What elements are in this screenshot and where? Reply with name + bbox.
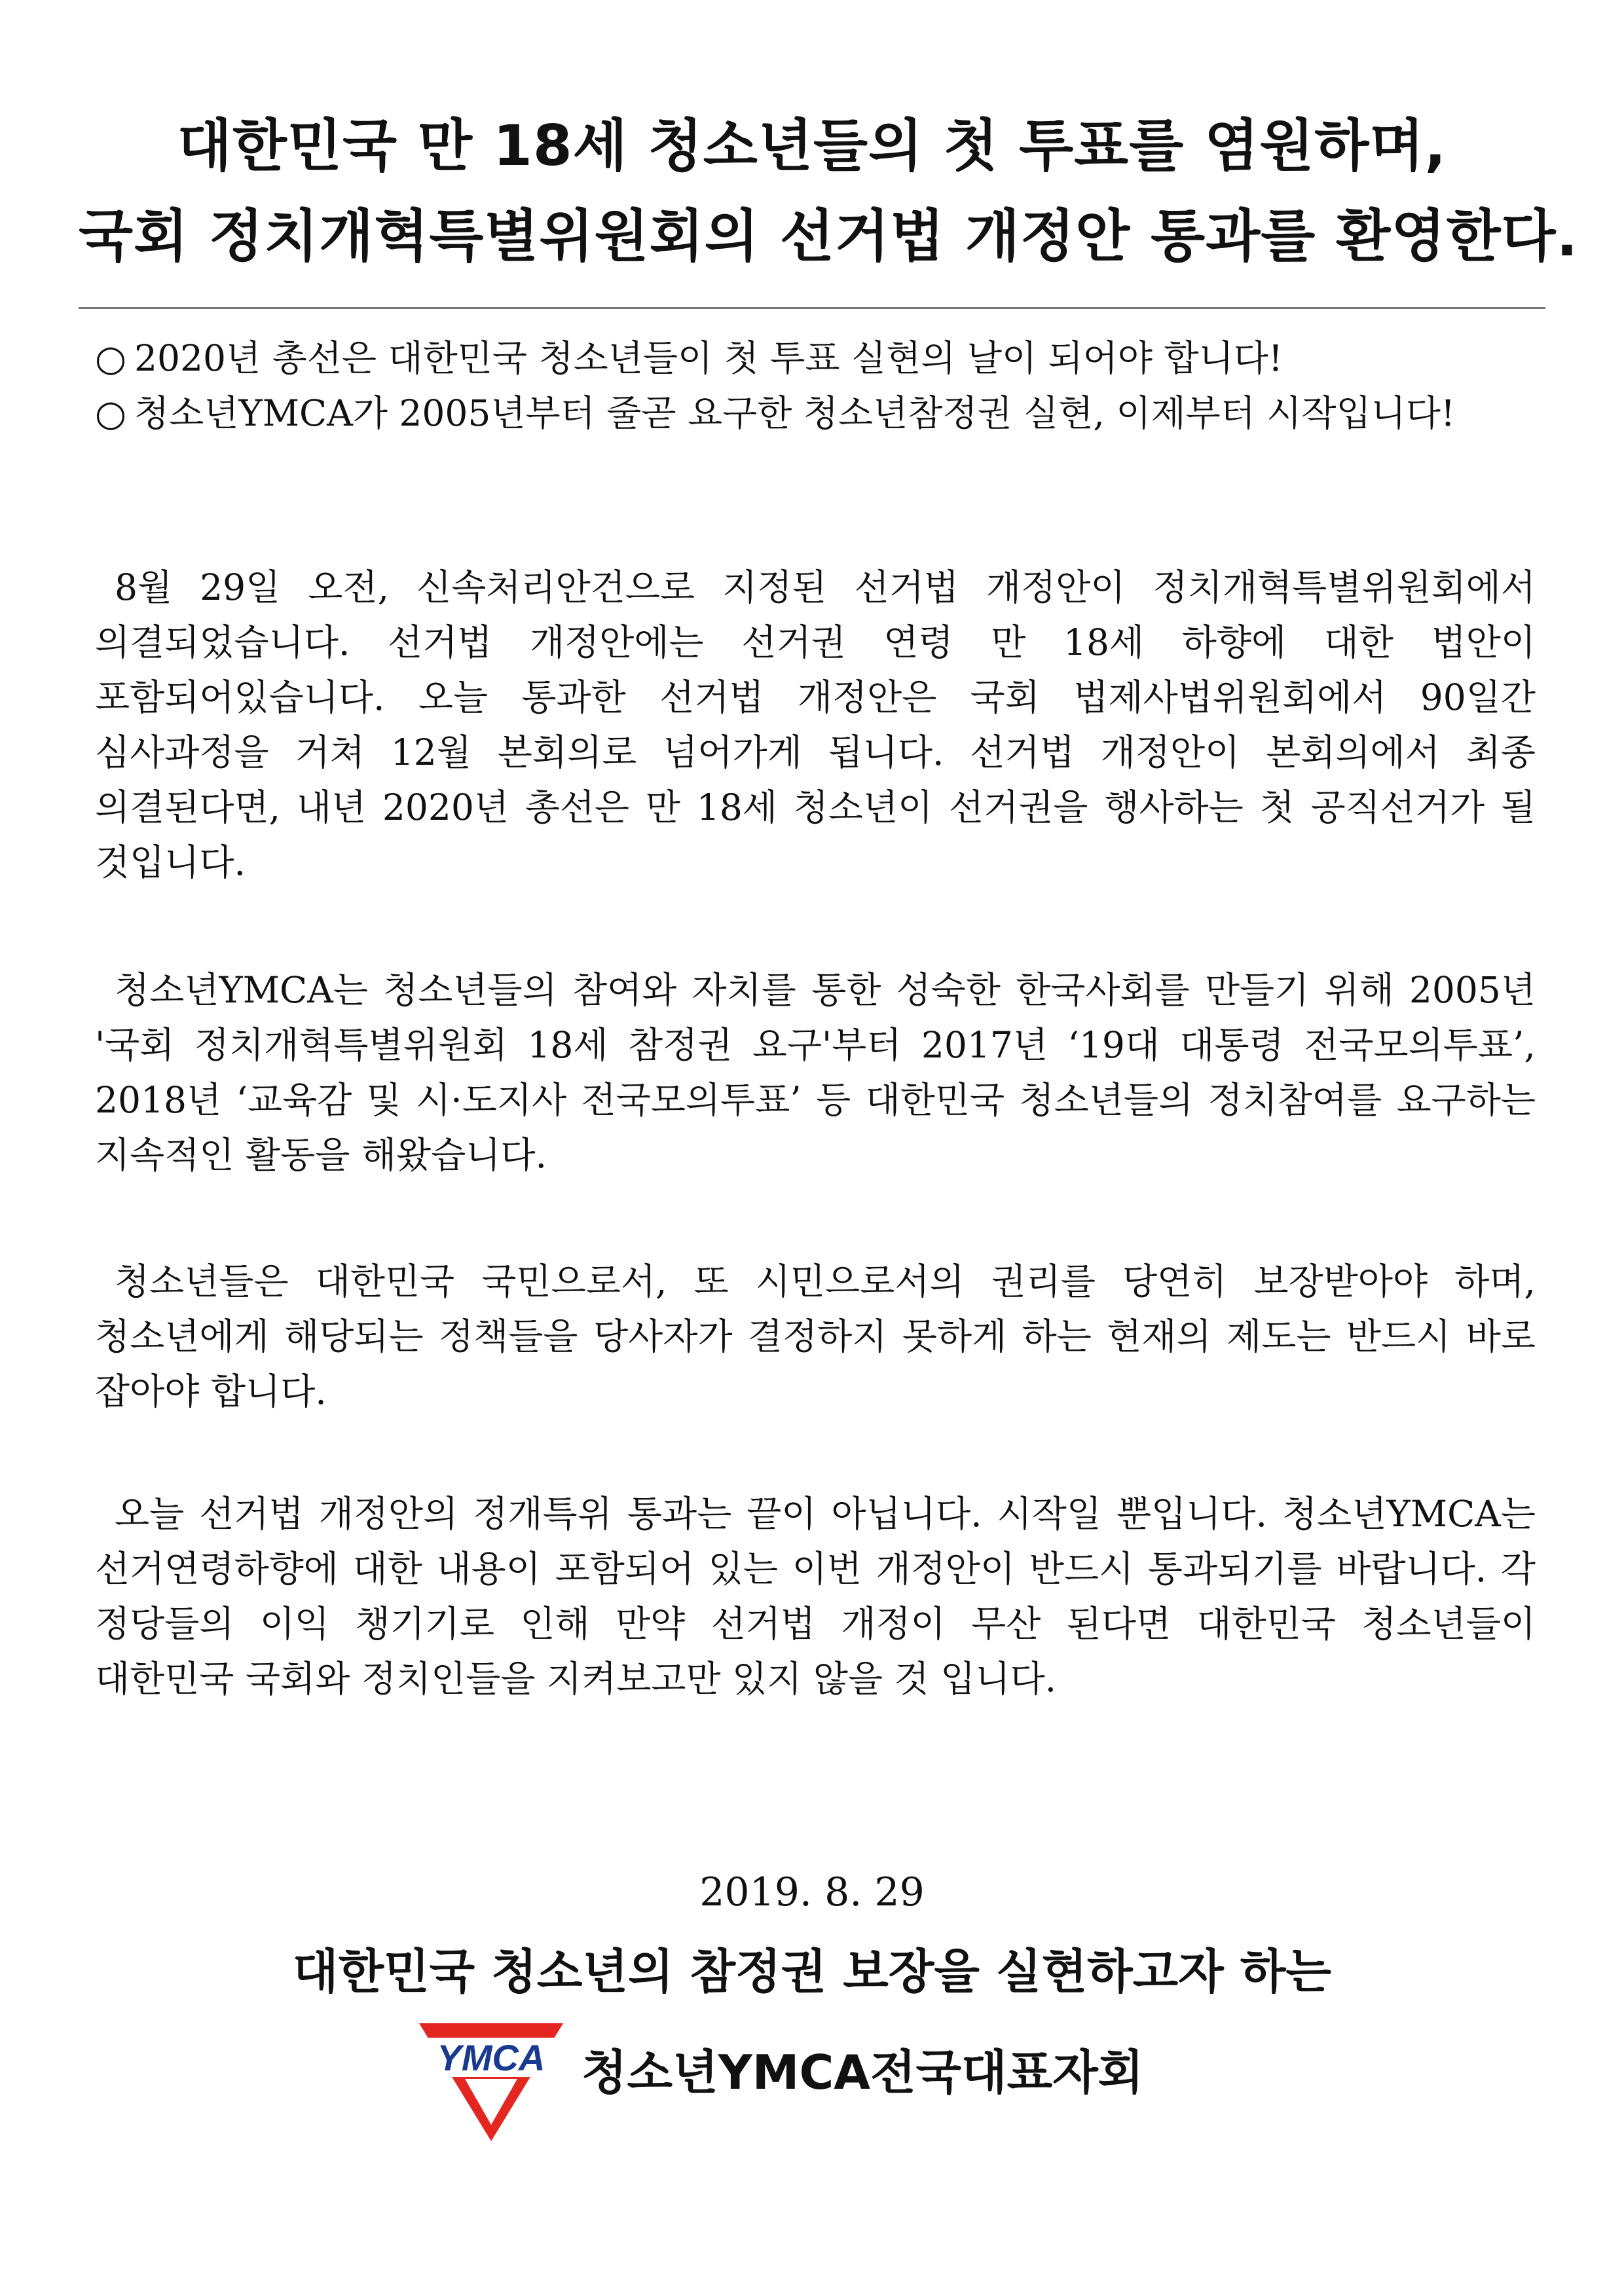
circle-bullet-icon: ○ <box>95 392 126 434</box>
circle-bullet-icon: ○ <box>95 337 126 379</box>
key-point-text: 2020년 총선은 대한민국 청소년들이 첫 투표 실현의 날이 되어야 합니다! <box>134 337 1283 379</box>
key-point <box>95 331 1536 386</box>
title-divider <box>79 307 1545 309</box>
body-paragraph-3: 청소년들은 대한민국 국민으로서, 또 시민으로서의 권리를 당연히 보장받아야 하며, 청소년에게 해당되는 정책들을 당사자가 결정하지 못하게 하는 현재의 제도는 반드시 바로 잡아야 합니다. <box>95 1260 1536 1412</box>
signature-tagline: 대한민국 청소년의 참정권 보장을 실현하고자 하는 <box>293 1944 1331 1999</box>
statement-date: 2019. 8. 29 <box>699 1869 925 1915</box>
title-line-1: 대한민국 만 18세 청소년들의 첫 투표를 염원하며, <box>177 113 1447 179</box>
title-line-2: 국회 정치개혁특별위원회의 선거법 개정안 통과를 환영한다. <box>79 204 1579 269</box>
body-paragraph-4: 오늘 선거법 개정안의 정개특위 통과는 끝이 아닙니다. 시작일 뿐입니다. 청소년YMCA는 선거연령하향에 대한 내용이 포함되어 있는 이번 개정안이 반드시 통과되기를 바랍니다. 각 정당들의 이익 챙기기로 인해 만약 선거법 개정이 무산 된다면 대한민국 청소년들이 대한민국 국회와 정치인들을 지켜보고만 있지 않을 것 입니다. <box>95 1493 1536 1700</box>
key-point <box>95 386 1536 441</box>
key-points <box>95 331 1536 441</box>
body-paragraph-2: 청소년YMCA는 청소년들의 참여와 자치를 통한 성숙한 한국사회를 만들기 위해 2005년 '국회 정치개혁특별위원회 18세 참정권 요구'부터 2017년 ‘19대 대통령 전국모의투표’, 2018년 ‘교육감 및 시·도지사 전국모의투표’ 등 대한민국 청소년들의 정치참여를 요구하는 지속적인 활동을 해왔습니다. <box>95 969 1536 1176</box>
logo-wordmark: YMCA <box>437 2037 545 2078</box>
body-paragraph-1: 8월 29일 오전, 신속처리안건으로 지정된 선거법 개정안이 정치개혁특별위원회에서 의결되었습니다. 선거법 개정안에는 선거권 연령 만 18세 하향에 대한 법안이 포함되어있습니다. 오늘 통과한 선거법 개정안은 국회 법제사법위원회에서 90일간 심사과정을 거쳐 12월 본회의로 넘어가게 됩니다. 선거법 개정안이 본회의에서 최종 의결된다면, 내년 2020년 총선은 만 18세 청소년이 선거권을 행사하는 첫 공직선거가 될 것입니다. <box>95 566 1536 883</box>
signature-block <box>419 2017 1143 2148</box>
ymca-logo-icon <box>419 2017 563 2148</box>
organization-name: 청소년YMCA전국대표자회 <box>581 2045 1144 2100</box>
key-point-text: 청소년YMCA가 2005년부터 줄곧 요구한 청소년참정권 실현, 이제부터 시작입니다! <box>134 392 1456 434</box>
